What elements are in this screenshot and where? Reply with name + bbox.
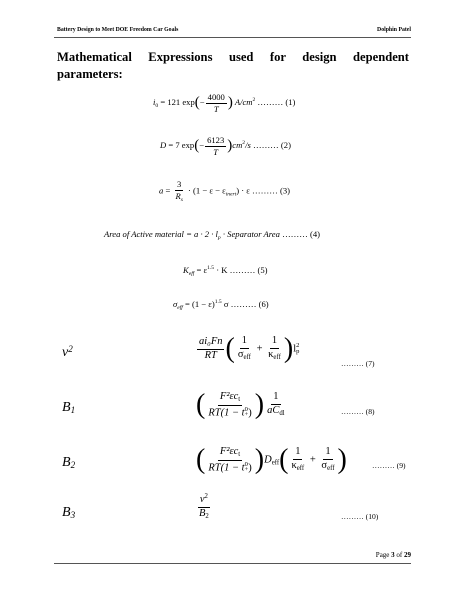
equation-6 (173, 299, 269, 311)
e7-f1d-sub: eff (243, 353, 251, 361)
param-expr-7: $\frac{\text{ai₀Fn}}{RT}$ ( $\frac{1}{\sigma_{eff}}$ + $\frac{1}{\kappa_{eff}}$ )l 2 p (199, 333, 300, 364)
e8-den-sub: + (244, 411, 249, 419)
eq1-exp: = 121 exp (158, 97, 195, 108)
eq3-num: 3 (177, 179, 182, 189)
header-title: Battery Design to Meet DOE Freedom Car Goals (57, 27, 179, 33)
eq2-unit: cm (232, 140, 243, 151)
equation-2: D = 7 exp(− $\frac{6123}{T}$ )$cm^2/s$ ……… (2) (160, 135, 291, 157)
e9-f2d: σ (321, 459, 328, 471)
eq4-tail: · Separator Area (220, 229, 280, 239)
eq6-tail: σ (221, 299, 229, 309)
eq4-sub: p (217, 235, 221, 241)
eq5-lhs: K (183, 265, 189, 275)
e9-f2d-sub: eff (327, 464, 335, 472)
p3-sub: 3 (70, 510, 76, 520)
eq2-num: 6123 (207, 135, 225, 145)
e9-num: F²εc (219, 445, 239, 457)
footer-prefix: Page (375, 551, 392, 559)
eq1-den: T (213, 103, 219, 114)
eq3-den-sub: s (180, 196, 183, 203)
eq2-lhs: D (160, 140, 167, 151)
e10-num: ν (199, 494, 205, 505)
section-heading: Mathematical Expressions used for design dependent parameters: (57, 50, 409, 81)
e8-den-end: ) (248, 406, 252, 418)
e7-f2d-sub: eff (273, 353, 281, 361)
eq4-tag: ……… (4) (279, 229, 321, 239)
eq5-eq: = ε (194, 265, 208, 275)
param-label-b2 (62, 455, 75, 471)
header-author: Dolphin Patel (377, 27, 411, 33)
eq2-unit-sup: 2 (242, 140, 246, 147)
eq3-lhs: a (159, 185, 164, 196)
e10-den-sub: 2 (205, 512, 209, 520)
param-label-b3 (62, 505, 75, 521)
e8-den: RT(1 − t (208, 406, 245, 418)
eq5-lhs-sub: eff (188, 271, 195, 277)
eq5-sup: 1.5 (207, 265, 215, 271)
e7-f1d: σ (237, 348, 244, 360)
eq3-eq: = (163, 185, 173, 196)
e7-tail-sup: 2 (296, 342, 300, 350)
e9-den-sup: 0 (244, 460, 248, 468)
param-label-nu-squared (62, 344, 73, 361)
eq3-mid-sub: inert (225, 191, 237, 198)
p1-sub: 1 (70, 405, 76, 415)
eq3-mid: · (1 − ε − ε (185, 185, 226, 196)
param-expr-8: ( $F^2\varepsilon c_t$ RT(1 − t 0 + ) ) $\frac{1}{aC_{dl}}$ (196, 389, 285, 420)
eq6-lhs-sub: eff (177, 305, 183, 311)
footer-page: 3 (391, 551, 395, 559)
equation-3 (159, 180, 290, 203)
eq4-text: Area of Active material (104, 229, 184, 239)
eq3-den: R (175, 190, 181, 201)
eq2-den: T (213, 146, 219, 157)
e7-plus: + (256, 343, 263, 355)
e9-mid: D (264, 454, 272, 466)
footer-total: 29 (404, 551, 411, 559)
e9-f1d: κ (291, 459, 297, 471)
e7-tail-sub: p (296, 348, 300, 355)
e7-tail: l (293, 343, 297, 355)
e9-f1: 1 (293, 447, 302, 460)
e9-den: RT(1 − t (208, 461, 245, 473)
e8-f1d-sub: dl (279, 409, 285, 417)
param-expr-9: ( $F^2\varepsilon c_t$ RT(1 − t 0 + ) )$D_{eff}$( $\frac{1}{\kappa_{eff}}$ + $\frac{1}{\sigma_{eff}}$ ) (196, 444, 347, 475)
eq5-tag: ……… (5) (227, 265, 268, 275)
header-divider (54, 37, 411, 38)
e10-den: B (199, 507, 206, 519)
p2-sub: 2 (70, 460, 76, 470)
param-tag-7: ……… (7) (341, 359, 375, 368)
p1-label: B (62, 400, 71, 415)
e9-f1d-sub: eff (296, 464, 305, 472)
equation-4 (104, 229, 320, 241)
p0-label: ν (62, 345, 69, 360)
footer-divider (54, 563, 411, 564)
equation-5 (183, 265, 268, 277)
eq1-lhs-sub: 0 (155, 103, 159, 110)
p2-label: B (62, 455, 71, 470)
eq3-tag: ……… (3) (249, 185, 290, 196)
e7-f1: 1 (240, 336, 249, 349)
eq6-eq: = (1 − ε) (182, 299, 215, 309)
p0-sup: 2 (68, 344, 73, 354)
eq1-tag: ……… (1) (255, 97, 296, 108)
e8-num-sub: t (238, 395, 241, 403)
e7-f2d: κ (268, 348, 274, 360)
equation-1: $i_0 = 121$ exp(− $\frac{4000}{T}$ ) $A/cm^2$ ……… (1) (153, 92, 296, 114)
eq1-unit: A/cm (232, 97, 253, 108)
e7-den: RT (204, 349, 217, 361)
e9-num-sub: t (238, 450, 241, 458)
e9-plus: + (309, 454, 316, 466)
p3-label: B (62, 505, 71, 520)
eq3-tail: ) · ε (236, 185, 250, 196)
e9-den-sub: + (244, 466, 249, 474)
e7-f2: 1 (270, 336, 279, 349)
eq2-exp: = 7 exp (166, 140, 195, 151)
e8-den-sup: 0 (244, 405, 248, 413)
e9-den-end: ) (248, 461, 252, 473)
eq1-num: 4000 (207, 92, 225, 102)
e8-f1d: aC (267, 404, 280, 416)
param-tag-8: ……… (8) (341, 407, 375, 416)
param-tag-10: ……… (10) (341, 512, 379, 521)
eq1-lhs: i (153, 97, 156, 108)
param-expr-10 (196, 494, 212, 520)
eq4-eq: = a · 2 · l (183, 229, 218, 239)
footer-mid: of (394, 551, 404, 559)
param-label-b1 (62, 400, 75, 416)
eq1-unit-sup: 2 (252, 97, 256, 104)
eq6-tag: ……… (6) (228, 299, 269, 309)
page-number (376, 551, 411, 559)
e9-f2: 1 (323, 447, 332, 460)
e9-mid-sub: eff (271, 459, 280, 467)
e8-f1: 1 (271, 392, 280, 405)
e7-num: ai₀Fn (197, 337, 224, 350)
e8-num: F²εc (219, 390, 239, 402)
eq6-sup: 1.5 (214, 299, 222, 305)
param-tag-9: ……… (9) (372, 461, 406, 470)
eq5-tail: · K (214, 265, 228, 275)
eq6-lhs: σ (173, 299, 178, 309)
e10-num-sup: 2 (204, 493, 208, 500)
eq2-unit2: /s (245, 140, 251, 151)
eq2-tag: ……… (2) (250, 140, 291, 151)
